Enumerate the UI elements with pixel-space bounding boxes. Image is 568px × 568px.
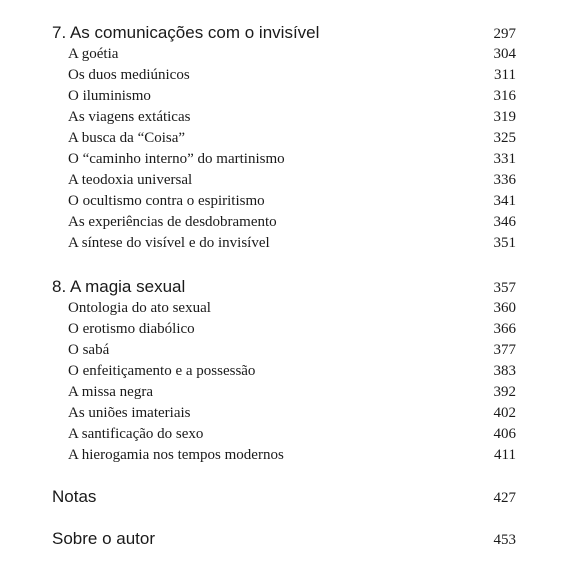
entry-page-number: 319 — [493, 109, 516, 125]
toc-entry — [52, 170, 516, 191]
entry-page-number: 311 — [494, 67, 516, 83]
toc-entry — [52, 298, 516, 319]
entry-title: Ontologia do ato sexual — [68, 300, 211, 316]
toc-about-author — [52, 528, 516, 550]
chapter-title: 7. As comunicações com o invisível — [52, 23, 320, 42]
section-spacer — [52, 508, 516, 528]
section-spacer — [52, 466, 516, 486]
entry-page-number: 392 — [493, 384, 516, 400]
entry-title: A hierogamia nos tempos modernos — [68, 447, 284, 463]
notes-title: Notas — [52, 487, 97, 506]
entry-page-number: 411 — [494, 447, 516, 463]
toc-entry — [52, 86, 516, 107]
entry-page-number: 360 — [493, 300, 516, 316]
toc-entry — [52, 107, 516, 128]
chapter-page-number: 297 — [493, 26, 516, 42]
chapter-title: 8. A magia sexual — [52, 277, 186, 296]
entry-title: As uniões imateriais — [68, 405, 191, 421]
about-title: Sobre o autor — [52, 529, 156, 548]
entry-page-number: 336 — [493, 172, 516, 188]
entry-page-number: 341 — [493, 193, 516, 209]
entry-page-number: 325 — [493, 130, 516, 146]
toc-entry — [52, 128, 516, 149]
entry-title: A busca da “Coisa” — [68, 130, 186, 146]
entry-title: A síntese do visível e do invisível — [68, 235, 270, 251]
entry-page-number: 366 — [493, 321, 516, 337]
entry-page-number: 406 — [493, 426, 516, 442]
toc-entry — [52, 361, 516, 382]
entry-title: O “caminho interno” do martinismo — [68, 151, 285, 167]
entry-page-number: 346 — [493, 214, 516, 230]
entry-page-number: 304 — [493, 46, 516, 62]
toc-entry — [52, 340, 516, 361]
entry-title: A missa negra — [68, 384, 153, 400]
toc-entry — [52, 424, 516, 445]
toc-chapter-7 — [52, 22, 516, 44]
toc-entry — [52, 44, 516, 65]
entry-title: Os duos mediúnicos — [68, 67, 190, 83]
toc-chapter-8 — [52, 276, 516, 298]
entry-title: O enfeitiçamento e a possessão — [68, 363, 256, 379]
entry-title: O sabá — [68, 342, 110, 358]
chapter-page-number: 357 — [493, 280, 516, 296]
entry-page-number: 377 — [493, 342, 516, 358]
entry-page-number: 316 — [493, 88, 516, 104]
entry-page-number: 383 — [493, 363, 516, 379]
toc-entry — [52, 149, 516, 170]
entry-title: As experiências de desdobramento — [68, 214, 277, 230]
section-spacer — [52, 254, 516, 276]
toc-entry — [52, 233, 516, 254]
toc-entry — [52, 65, 516, 86]
entry-page-number: 331 — [493, 151, 516, 167]
toc-entry — [52, 382, 516, 403]
entry-page-number: 402 — [493, 405, 516, 421]
toc-entry — [52, 191, 516, 212]
entry-title: A goétia — [68, 46, 119, 62]
table-of-contents — [52, 22, 516, 550]
toc-notes — [52, 486, 516, 508]
entry-title: A teodoxia universal — [68, 172, 193, 188]
entry-title: A santificação do sexo — [68, 426, 204, 442]
toc-entry — [52, 403, 516, 424]
entry-title: O ocultismo contra o espiritismo — [68, 193, 265, 209]
entry-title: As viagens extáticas — [68, 109, 191, 125]
toc-entry — [52, 445, 516, 466]
notes-page-number: 427 — [493, 490, 516, 506]
about-page-number: 453 — [493, 532, 516, 548]
entry-title: O erotismo diabólico — [68, 321, 195, 337]
toc-entry — [52, 319, 516, 340]
entry-page-number: 351 — [493, 235, 516, 251]
toc-entry — [52, 212, 516, 233]
entry-title: O iluminismo — [68, 88, 151, 104]
